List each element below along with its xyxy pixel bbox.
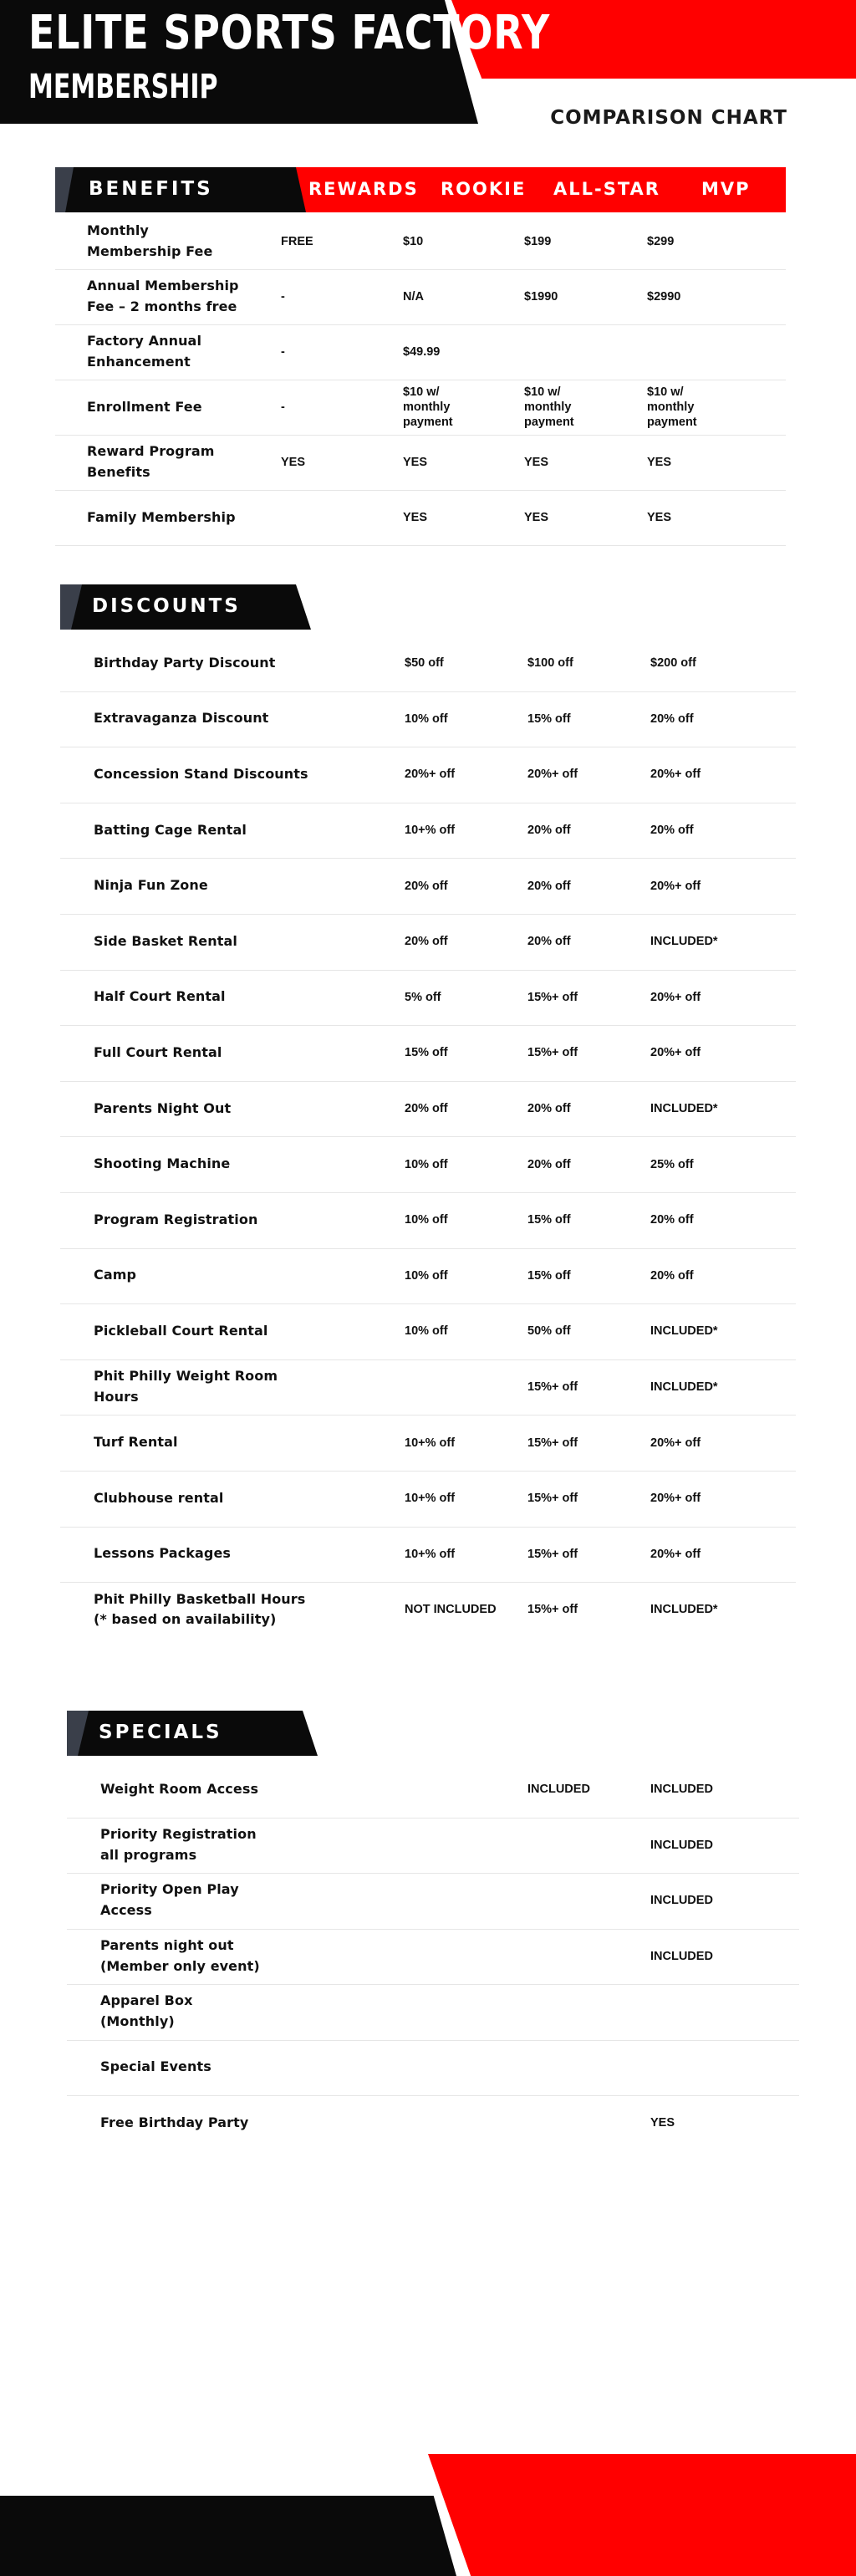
discounts-row — [60, 1248, 796, 1305]
discounts-cell: 10% off — [405, 1157, 448, 1171]
specials-row-label: Apparel Box (Monthly) — [100, 1992, 193, 2030]
discounts-row — [60, 1359, 796, 1416]
discounts-row-label: Phit Philly Basketball Hours (* based on availability) — [94, 1590, 306, 1628]
discounts-cell: $100 off — [527, 656, 573, 671]
discounts-cell: 20% off — [527, 1157, 571, 1171]
discounts-cell: 20% off — [405, 935, 448, 949]
specials-title: SPECIALS — [99, 1722, 222, 1743]
discounts-cell: 20% off — [650, 1213, 694, 1227]
discounts-row-label: Batting Cage Rental — [94, 821, 247, 838]
benefits-row — [55, 490, 786, 546]
discounts-row-label: Clubhouse rental — [94, 1489, 224, 1506]
page-subtitle: MEMBERSHIP — [28, 68, 218, 106]
benefits-cell: YES — [647, 510, 672, 524]
specials-row-label: Parents night out (Member only event) — [100, 1936, 260, 1974]
discounts-cell: 15%+ off — [527, 1492, 578, 1506]
discounts-cell: 20%+ off — [527, 768, 578, 782]
benefits-row — [55, 435, 786, 491]
discounts-cell: 20%+ off — [650, 879, 701, 893]
benefits-cell: YES — [647, 455, 672, 469]
benefits-row — [55, 269, 786, 325]
discounts-cell: 20% off — [527, 1102, 571, 1116]
discounts-cell: 20%+ off — [650, 1046, 701, 1060]
discounts-cell: 15% off — [405, 1046, 448, 1060]
benefits-cell: $49.99 — [403, 344, 441, 359]
column-header-rewards: REWARDS — [308, 179, 419, 199]
discounts-cell: 20% off — [527, 935, 571, 949]
benefits-cell: YES — [524, 510, 549, 524]
discounts-cell: 15% off — [527, 712, 571, 726]
discounts-row — [60, 691, 796, 748]
benefits-cell: YES — [403, 455, 428, 469]
specials-cell: YES — [650, 2116, 675, 2130]
discounts-row — [60, 914, 796, 971]
discounts-row — [60, 747, 796, 803]
specials-cell: INCLUDED — [650, 1894, 713, 1908]
discounts-row-label: Extravaganza Discount — [94, 710, 269, 727]
discounts-cell: 5% off — [405, 990, 441, 1004]
discounts-cell: 20%+ off — [650, 1492, 701, 1506]
discounts-cell: 20%+ off — [405, 768, 456, 782]
benefits-row — [55, 380, 786, 436]
discounts-cell: 15%+ off — [527, 990, 578, 1004]
discounts-row-label: Phit Philly Weight Room Hours — [94, 1368, 278, 1405]
column-header-mvp: MVP — [701, 179, 751, 199]
discounts-cell: 10+% off — [405, 1492, 456, 1506]
discounts-cell: 15%+ off — [527, 1046, 578, 1060]
discounts-row — [60, 1136, 796, 1193]
discounts-cell: INCLUDED* — [650, 1324, 718, 1339]
discounts-cell: 20% off — [527, 824, 571, 838]
discounts-cell: 10% off — [405, 712, 448, 726]
column-header-all-star: ALL-STAR — [553, 179, 660, 199]
benefits-cell: - — [281, 289, 285, 304]
benefits-cell: YES — [403, 510, 428, 524]
discounts-cell: 20% off — [527, 879, 571, 893]
discounts-row-label: Shooting Machine — [94, 1155, 231, 1172]
specials-row — [67, 2040, 799, 2097]
discounts-cell: 15%+ off — [527, 1436, 578, 1450]
discounts-cell: 20%+ off — [650, 990, 701, 1004]
discounts-cell: $50 off — [405, 656, 444, 671]
discounts-row — [60, 1582, 796, 1638]
discounts-row-label: Camp — [94, 1267, 137, 1283]
discounts-row — [60, 803, 796, 860]
benefits-cell: $2990 — [647, 289, 681, 304]
specials-row-label: Priority Open Play Access — [100, 1881, 239, 1919]
specials-row — [67, 2095, 799, 2151]
benefits-cell: $1990 — [524, 289, 558, 304]
footer-red-banner — [428, 2454, 856, 2576]
benefits-cell: $299 — [647, 234, 675, 248]
discounts-cell: NOT INCLUDED — [405, 1603, 497, 1617]
discounts-row — [60, 858, 796, 915]
discounts-cell: 15%+ off — [527, 1603, 578, 1617]
benefits-cell: - — [281, 400, 285, 414]
specials-row-label: Weight Room Access — [100, 1780, 259, 1797]
discounts-row-label: Side Basket Rental — [94, 932, 237, 949]
specials-row — [67, 1762, 799, 1819]
benefits-row-label: Enrollment Fee — [87, 398, 202, 415]
benefits-row-label: Reward Program Benefits — [87, 443, 215, 480]
specials-row — [67, 1929, 799, 1986]
specials-row-label: Free Birthday Party — [100, 2114, 249, 2130]
benefits-row-label: Family Membership — [87, 508, 236, 525]
discounts-cell: 15% off — [527, 1213, 571, 1227]
discounts-row-label: Concession Stand Discounts — [94, 766, 308, 783]
discounts-row-label: Pickleball Court Rental — [94, 1323, 268, 1339]
discounts-cell: 20% off — [650, 824, 694, 838]
discounts-cell: 50% off — [527, 1324, 571, 1339]
discounts-cell: 15%+ off — [527, 1380, 578, 1395]
discounts-cell: 20% off — [405, 1102, 448, 1116]
discounts-row-label: Birthday Party Discount — [94, 654, 276, 671]
benefits-cell: $10 w/ monthly payment — [403, 385, 453, 430]
discounts-cell: INCLUDED* — [650, 1380, 718, 1395]
comparison-chart-label: COMPARISON CHART — [550, 107, 787, 129]
discounts-cell: 20%+ off — [650, 1436, 701, 1450]
page-title: ELITE SPORTS FACTORY — [28, 6, 551, 60]
discounts-cell: 20% off — [650, 712, 694, 726]
discounts-row-label: Parents Night Out — [94, 1099, 232, 1116]
benefits-cell: YES — [281, 455, 306, 469]
discounts-cell: INCLUDED* — [650, 1603, 718, 1617]
benefits-cell: FREE — [281, 234, 313, 248]
discounts-row — [60, 1527, 796, 1584]
column-header-rookie: ROOKIE — [441, 179, 527, 199]
discounts-cell: 10% off — [405, 1324, 448, 1339]
specials-row-label: Priority Registration all programs — [100, 1825, 257, 1863]
benefits-cell: - — [281, 344, 285, 359]
specials-row — [67, 1818, 799, 1875]
discounts-row-label: Ninja Fun Zone — [94, 877, 208, 894]
discounts-title: DISCOUNTS — [92, 595, 241, 617]
specials-cell: INCLUDED — [650, 1949, 713, 1963]
specials-row-label: Special Events — [100, 2058, 211, 2075]
benefits-cell: $10 w/ monthly payment — [524, 385, 574, 430]
discounts-cell: 15% off — [527, 1268, 571, 1283]
discounts-cell: 20% off — [650, 1268, 694, 1283]
benefits-row-label: Monthly Membership Fee — [87, 222, 213, 259]
discounts-cell: 20% off — [405, 879, 448, 893]
specials-row — [67, 1984, 799, 2041]
discounts-cell: 10% off — [405, 1213, 448, 1227]
discounts-row — [60, 1303, 796, 1360]
discounts-header-tab — [60, 584, 311, 630]
discounts-row — [60, 1415, 796, 1472]
footer-black-banner — [0, 2496, 456, 2576]
benefits-cell: N/A — [403, 289, 424, 304]
specials-cell: INCLUDED — [650, 1838, 713, 1852]
benefits-cell: YES — [524, 455, 549, 469]
benefits-row-label: Factory Annual Enhancement — [87, 333, 202, 370]
specials-header-tab — [67, 1711, 318, 1756]
benefits-cell: $10 w/ monthly payment — [647, 385, 697, 430]
benefits-title: BENEFITS — [89, 178, 213, 200]
discounts-row — [60, 635, 796, 692]
discounts-cell: 25% off — [650, 1157, 694, 1171]
discounts-row — [60, 1192, 796, 1249]
discounts-cell: 20%+ off — [650, 768, 701, 782]
discounts-row-label: Program Registration — [94, 1211, 258, 1227]
discounts-cell: 10% off — [405, 1268, 448, 1283]
discounts-row — [60, 970, 796, 1027]
discounts-cell: INCLUDED* — [650, 1102, 718, 1116]
benefits-cell: $199 — [524, 234, 552, 248]
discounts-row-label: Turf Rental — [94, 1434, 178, 1451]
discounts-cell: 15%+ off — [527, 1547, 578, 1561]
discounts-cell: 10+% off — [405, 1547, 456, 1561]
benefits-row — [55, 324, 786, 380]
discounts-row-label: Full Court Rental — [94, 1044, 222, 1061]
specials-cell: INCLUDED — [527, 1783, 590, 1797]
discounts-row-label: Lessons Packages — [94, 1545, 232, 1562]
discounts-cell: 10+% off — [405, 1436, 456, 1450]
discounts-cell: INCLUDED* — [650, 935, 718, 949]
benefits-row — [55, 214, 786, 270]
discounts-cell: $200 off — [650, 656, 696, 671]
specials-cell: INCLUDED — [650, 1783, 713, 1797]
discounts-row — [60, 1081, 796, 1138]
benefits-header-bar — [55, 167, 786, 212]
benefits-row-label: Annual Membership Fee – 2 months free — [87, 278, 239, 314]
specials-row — [67, 1873, 799, 1930]
discounts-cell: 10+% off — [405, 824, 456, 838]
discounts-row-label: Half Court Rental — [94, 988, 226, 1005]
discounts-cell: 20%+ off — [650, 1547, 701, 1561]
benefits-cell: $10 — [403, 234, 424, 248]
discounts-row — [60, 1471, 796, 1528]
discounts-row — [60, 1025, 796, 1082]
